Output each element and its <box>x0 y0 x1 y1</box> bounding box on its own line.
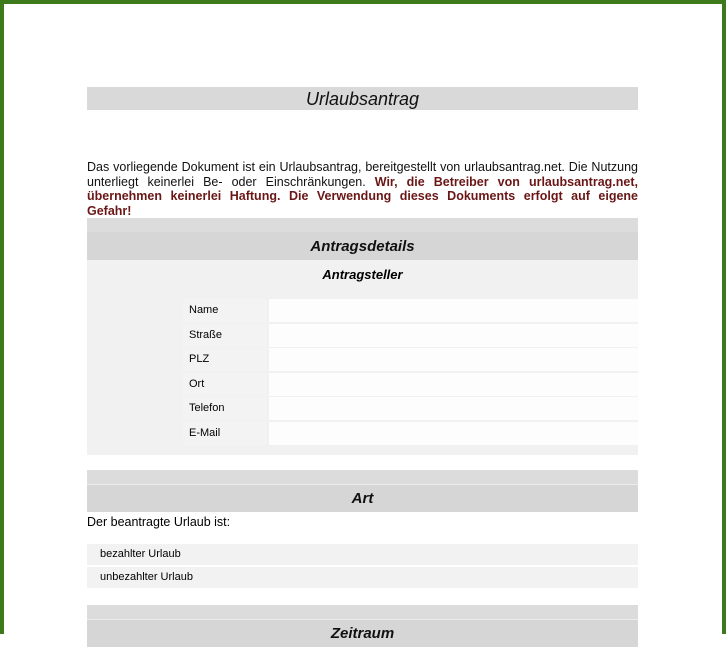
section-heading-zeitraum: Zeitraum <box>87 620 638 647</box>
section-heading-art: Art <box>87 485 638 512</box>
field-row <box>183 324 638 347</box>
section-heading-antragsdetails: Antragsdetails <box>87 232 638 260</box>
intro-text: Das vorliegende Dokument ist ein Urlaubsantrag, bereitgestellt von urlaubsantrag.net. Die Nutzung unterliegt keinerlei Be- oder Einschränkungen. <box>87 160 638 189</box>
intro-paragraph <box>87 160 638 218</box>
field-label: Telefon <box>183 397 267 420</box>
field-input[interactable] <box>269 299 638 322</box>
field-row <box>183 397 638 420</box>
section-band <box>87 218 638 233</box>
field-label: Straße <box>183 324 267 347</box>
section-band <box>87 605 638 620</box>
field-row <box>183 299 638 322</box>
option-paid-leave[interactable]: bezahlter Urlaub <box>87 544 638 565</box>
field-label: PLZ <box>183 348 267 371</box>
field-input[interactable] <box>269 348 638 371</box>
liability-warning: Wir, die Betreiber von urlaubsantrag.net, übernehmen keinerlei Haftung. Die Verwendung dieses Dokuments erfolgt auf eigene Gefahr! <box>87 174 638 218</box>
document-title: Urlaubsantrag <box>87 87 638 110</box>
field-row <box>183 373 638 396</box>
field-input[interactable] <box>269 373 638 396</box>
field-input[interactable] <box>269 397 638 420</box>
field-input[interactable] <box>269 422 638 445</box>
field-label: E-Mail <box>183 422 267 445</box>
field-label: Ort <box>183 373 267 396</box>
section-band <box>87 470 638 485</box>
field-label: Name <box>183 299 267 322</box>
field-row <box>183 422 638 445</box>
field-row <box>183 348 638 371</box>
art-prompt: Der beantragte Urlaub ist: <box>87 515 231 529</box>
field-input[interactable] <box>269 324 638 347</box>
option-unpaid-leave[interactable]: unbezahlter Urlaub <box>87 567 638 588</box>
subheading-antragsteller: Antragsteller <box>87 260 638 293</box>
